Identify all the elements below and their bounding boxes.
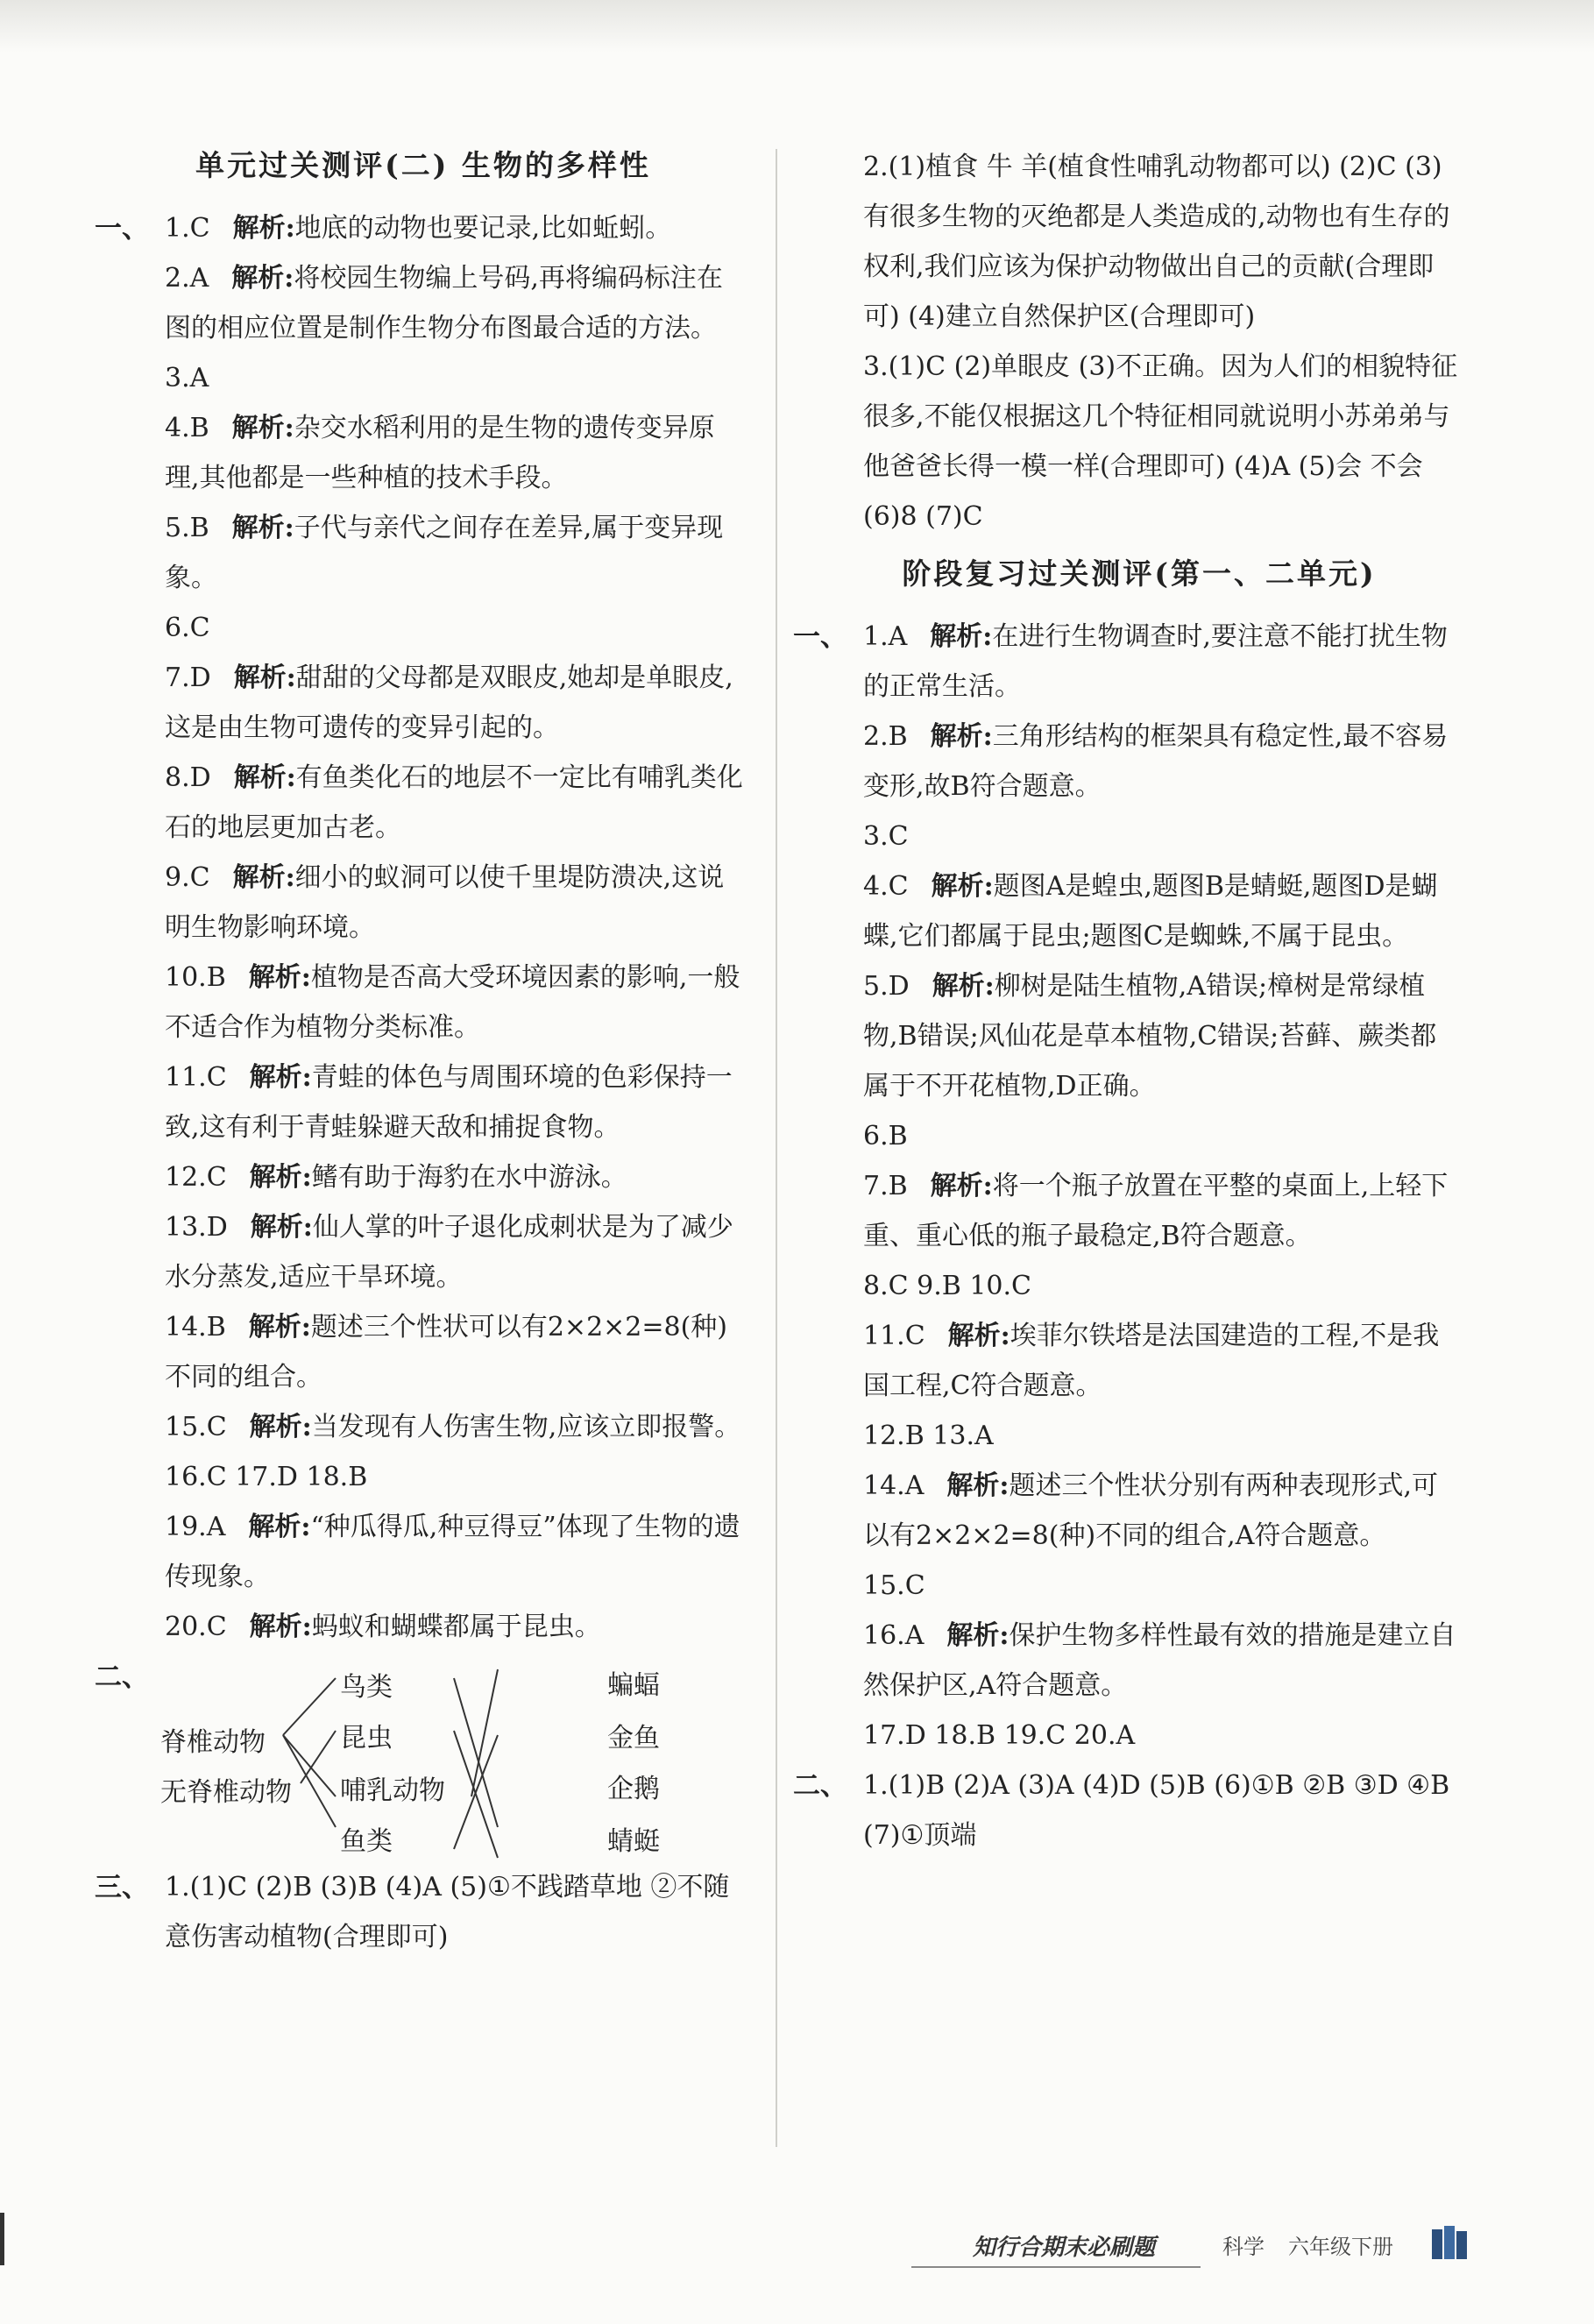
answer-item	[819, 1561, 1459, 1611]
answer-key: 16.C 17.D 18.B	[165, 1462, 368, 1492]
match-mid-mammal: 哺乳动物	[340, 1775, 445, 1806]
right-answer-list	[819, 612, 1459, 1761]
analysis-text: 在进行生物调查时,要注意不能打扰生物的正常生活。	[863, 621, 1448, 702]
answer-item	[103, 503, 743, 603]
analysis-text: 子代与亲代之间存在差异,属于变异现象。	[165, 513, 724, 593]
page-top-shadow	[0, 0, 1594, 53]
answer-item	[819, 1261, 1459, 1311]
analysis-text: 三角形结构的框架具有稳定性,最不容易变形,故B符合题意。	[863, 721, 1449, 802]
answer-key: 2.B	[863, 721, 908, 752]
page-edge-mark	[0, 2213, 4, 2265]
footer-subject: 科学	[1222, 2235, 1265, 2259]
answer-item	[103, 1302, 743, 1402]
answer-key: 6.B	[863, 1121, 908, 1151]
analysis-label: 解析:	[930, 1171, 993, 1201]
answer-item	[103, 1452, 743, 1502]
answer-item	[103, 403, 743, 503]
answer-key: 11.C	[863, 1321, 925, 1351]
left-section-3	[95, 1862, 743, 1962]
match-line	[471, 1669, 498, 1796]
right-section-1	[793, 612, 1459, 1761]
answer-item	[819, 1711, 1459, 1761]
answer-key: 3.A	[165, 363, 209, 393]
analysis-text: 植物是否高大受环境因素的影响,一般不适合作为植物分类标准。	[165, 962, 740, 1043]
answer-item	[103, 753, 743, 853]
analysis-text: 蚂蚁和蝴蝶都属于昆虫。	[311, 1612, 601, 1642]
analysis-label: 解析:	[233, 662, 296, 693]
analysis-label: 解析:	[231, 513, 294, 543]
answer-key: 3.C	[863, 821, 909, 852]
analysis-label: 解析:	[250, 1212, 313, 1243]
analysis-label: 解析:	[930, 621, 993, 652]
answer-key: 8.C 9.B 10.C	[863, 1271, 1031, 1301]
match-line	[283, 1678, 336, 1735]
answer-key: 15.C	[165, 1412, 227, 1442]
answer-item	[819, 1411, 1459, 1461]
answer-key: 17.D 18.B 19.C 20.A	[863, 1720, 1136, 1751]
answer-item	[819, 612, 1459, 712]
answer-item	[103, 1152, 743, 1202]
analysis-label: 解析:	[249, 1162, 312, 1193]
analysis-text: 题图A是蝗虫,题图B是蜻蜓,题图D是蝴蝶,它们都属于昆虫;题图C是蜘蛛,不属于昆虫。	[863, 871, 1438, 952]
left-section-2	[95, 1652, 743, 1862]
analysis-text: 柳树是陆生植物,A错误;樟树是常绿植物,B错误;风仙花是草本植物,C错误;苔藓、蕨类都属于不开花植物,D正确。	[863, 971, 1437, 1102]
analysis-label: 解析:	[248, 1512, 311, 1542]
analysis-text: 甜甜的父母都是双眼皮,她却是单眼皮,这是由生物可遗传的变异引起的。	[165, 662, 733, 743]
answer-item	[819, 1161, 1459, 1261]
analysis-label: 解析:	[931, 871, 994, 902]
answer-item	[103, 353, 743, 403]
match-right-goldfish: 金鱼	[607, 1723, 660, 1754]
right-section-2	[793, 1761, 1459, 1860]
analysis-label: 解析:	[930, 721, 993, 752]
right-sec1-number: 一、	[793, 621, 847, 653]
answer-key: 19.A	[165, 1512, 226, 1542]
analysis-label: 解析:	[947, 1321, 1010, 1351]
analysis-label: 解析:	[248, 962, 311, 993]
answer-item	[103, 603, 743, 653]
answer-key: 2.A	[165, 263, 209, 294]
answer-item	[103, 1402, 743, 1452]
match-left-vertebrate: 脊椎动物	[160, 1727, 266, 1758]
answer-key: 12.C	[165, 1162, 227, 1193]
analysis-text: 当发现有人伤害生物,应该立即报警。	[311, 1412, 741, 1442]
analysis-label: 解析:	[231, 263, 294, 294]
analysis-text: 题述三个性状分别有两种表现形式,可以有2×2×2=8(种)不同的组合,A符合题意。	[863, 1470, 1438, 1551]
analysis-label: 解析:	[249, 1612, 312, 1642]
answer-key: 5.B	[165, 513, 209, 543]
right-column	[793, 142, 1459, 1860]
page-footer	[911, 2217, 1472, 2278]
analysis-label: 解析:	[946, 1620, 1010, 1651]
answer-key: 7.B	[863, 1171, 908, 1201]
answer-key: 16.A	[863, 1620, 925, 1651]
answer-key: 10.B	[165, 962, 226, 993]
analysis-text: 将校园生物编上号码,再将编码标注在图的相应位置是制作生物分布图最合适的方法。	[165, 263, 723, 344]
analysis-text: 细小的蚁洞可以使千里堤防溃决,这说明生物影响环境。	[165, 862, 725, 943]
answer-key: 8.D	[165, 762, 211, 793]
analysis-label: 解析:	[233, 762, 296, 793]
answer-key: 11.C	[165, 1062, 227, 1093]
answer-item	[819, 961, 1459, 1111]
analysis-label: 解析:	[232, 862, 295, 893]
answer-key: 4.B	[165, 413, 209, 443]
answer-item	[819, 1611, 1459, 1711]
analysis-text: 保护生物多样性最有效的措施是建立自然保护区,A符合题意。	[863, 1620, 1456, 1701]
right-cont-2: 2.(1)植食 牛 羊(植食性哺乳动物都可以) (2)C (3)有很多生物的灭绝都是人类造成的,动物也有生存的权利,我们应该为保护动物做出自己的贡献(合理即可) (4)建立自然保护区(合理即可)	[863, 152, 1450, 332]
match-right-bat: 蝙蝠	[607, 1670, 660, 1701]
answer-item	[103, 953, 743, 1052]
analysis-label: 解析:	[249, 1062, 312, 1093]
answer-key: 9.C	[165, 862, 210, 893]
analysis-label: 解析:	[232, 213, 295, 244]
right-cont-3: 3.(1)C (2)单眼皮 (3)不正确。因为人们的相貌特征很多,不能仅根据这几个特征相同就说明小苏弟弟与他爸爸长得一模一样(合理即可) (4)A (5)会 不会 (6)8 (7)C	[863, 351, 1458, 532]
answer-item	[103, 853, 743, 953]
answer-item	[103, 1602, 743, 1652]
footer-underline	[911, 2266, 1201, 2268]
match-right-penguin: 企鹅	[607, 1774, 660, 1804]
answer-item	[819, 712, 1459, 811]
matching-diagram	[103, 1652, 743, 1862]
match-left-invertebrate: 无脊椎动物	[160, 1777, 292, 1808]
analysis-text: 地底的动物也要记录,比如蚯蚓。	[294, 213, 672, 244]
analysis-label: 解析:	[249, 1412, 312, 1442]
match-mid-insect: 昆虫	[340, 1723, 393, 1754]
left-sec3-number: 三、	[95, 1872, 149, 1903]
match-mid-bird: 鸟类	[340, 1672, 393, 1703]
left-sec2-number: 二、	[95, 1662, 149, 1693]
book-stack-icon	[1428, 2221, 1472, 2264]
analysis-text: 鳍有助于海豹在水中游泳。	[311, 1162, 627, 1193]
analysis-label: 解析:	[946, 1470, 1010, 1501]
right-sec2-text: 1.(1)B (2)A (3)A (4)D (5)B (6)①B ②B ③D ④B (7)①顶端	[863, 1770, 1450, 1851]
left-sec1-number: 一、	[95, 213, 149, 244]
answer-item	[103, 653, 743, 753]
answer-item	[819, 861, 1459, 961]
footer-grade: 六年级下册	[1288, 2235, 1393, 2259]
answer-item	[103, 203, 743, 253]
answer-item	[103, 253, 743, 353]
answer-key: 7.D	[165, 662, 211, 693]
answer-key: 20.C	[165, 1612, 227, 1642]
answer-key: 1.A	[863, 621, 908, 652]
answer-item	[819, 1111, 1459, 1161]
left-title: 单元过关测评(二) 生物的多样性	[195, 148, 651, 182]
left-answer-list	[103, 203, 743, 1652]
answer-item	[819, 1461, 1459, 1561]
left-column	[95, 140, 743, 1962]
left-sec3-text: 1.(1)C (2)B (3)B (4)A (5)①不践踏草地 ②不随意伤害动植物(合理即可)	[165, 1872, 730, 1952]
right-sec2-number: 二、	[793, 1770, 847, 1802]
analysis-text: “种瓜得瓜,种豆得豆”体现了生物的遗传现象。	[165, 1512, 740, 1592]
answer-key: 15.C	[863, 1570, 925, 1601]
left-section-1	[95, 203, 743, 1652]
analysis-text: 埃菲尔铁塔是法国建造的工程,不是我国工程,C符合题意。	[863, 1321, 1440, 1401]
analysis-text: 仙人掌的叶子退化成刺状是为了减少水分蒸发,适应干旱环境。	[165, 1212, 733, 1293]
footer-brand: 知行合期末必刷题	[973, 2235, 1156, 2261]
answer-key: 4.C	[863, 871, 909, 902]
analysis-label: 解析:	[932, 971, 995, 1002]
column-divider	[776, 149, 777, 2147]
answer-key: 13.D	[165, 1212, 228, 1243]
analysis-text: 有鱼类化石的地层不一定比有哺乳类化石的地层更加古老。	[165, 762, 743, 843]
analysis-label: 解析:	[231, 413, 294, 443]
answer-item	[103, 1502, 743, 1602]
answer-key: 12.B 13.A	[863, 1421, 994, 1451]
right-title: 阶段复习过关测评(第一、二单元)	[902, 556, 1377, 591]
analysis-text: 将一个瓶子放置在平整的桌面上,上轻下重、重心低的瓶子最稳定,B符合题意。	[863, 1171, 1449, 1251]
match-mid-fish: 鱼类	[340, 1826, 393, 1857]
answer-item	[819, 811, 1459, 861]
analysis-text: 青蛙的体色与周围环境的色彩保持一致,这有利于青蛙躲避天敌和捕捉食物。	[165, 1062, 733, 1143]
analysis-text: 杂交水稻利用的是生物的遗传变异原理,其他都是一些种植的技术手段。	[165, 413, 715, 493]
answer-key: 1.C	[165, 213, 210, 244]
answer-item	[819, 1311, 1459, 1411]
answer-item	[103, 1202, 743, 1302]
analysis-label: 解析:	[248, 1312, 311, 1343]
answer-item	[103, 1052, 743, 1152]
answer-key: 14.B	[165, 1312, 226, 1343]
answer-key: 6.C	[165, 613, 210, 643]
analysis-text: 题述三个性状可以有2×2×2=8(种)不同的组合。	[165, 1312, 728, 1392]
match-right-dragonfly: 蜻蜓	[607, 1826, 660, 1857]
answer-key: 14.A	[863, 1470, 925, 1501]
answer-key: 5.D	[863, 971, 910, 1002]
